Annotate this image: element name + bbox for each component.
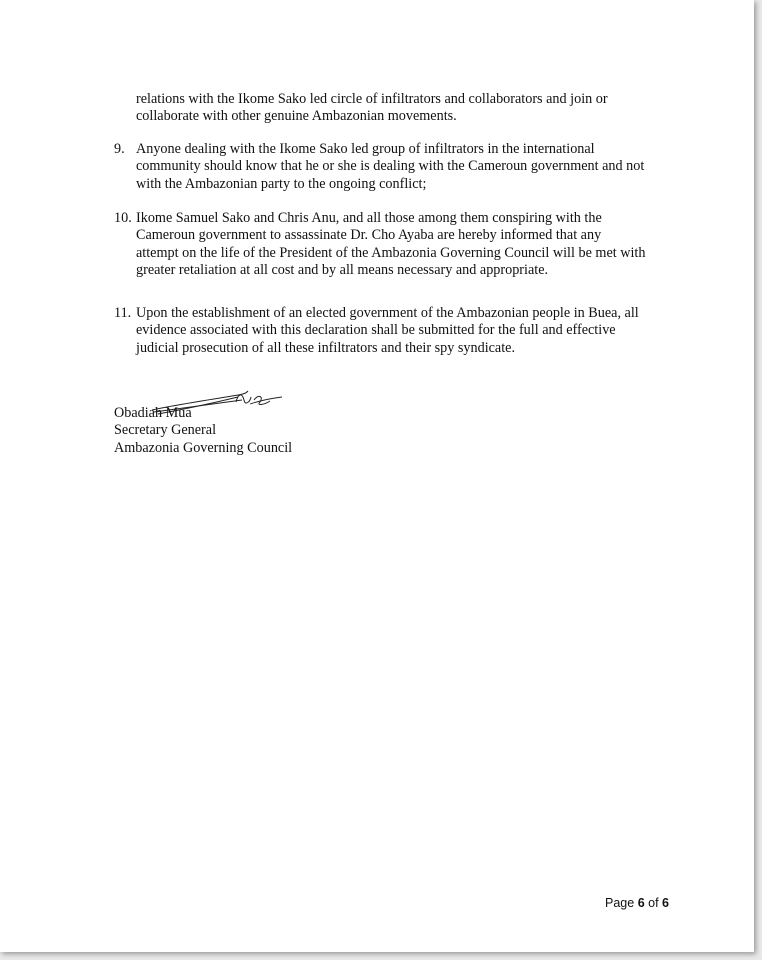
item-line: attempt on the life of the President of the Ambazonia Governing Council will be met with bbox=[136, 244, 646, 261]
item-number: 9. bbox=[114, 141, 125, 157]
signatory-organization: Ambazonia Governing Council bbox=[114, 439, 293, 456]
intro-line: relations with the Ikome Sako led circle of infiltrators and collaborators and join or bbox=[136, 91, 608, 107]
signatory-title: Secretary General bbox=[114, 422, 217, 439]
list-item bbox=[136, 305, 639, 357]
item-line: community should know that he or she is dealing with the Cameroun government and not bbox=[136, 158, 645, 175]
of-label: of bbox=[648, 896, 659, 910]
item-line: Ikome Samuel Sako and Chris Anu, and all those among them conspiring with the bbox=[136, 210, 602, 226]
intro-paragraph bbox=[136, 91, 608, 126]
item-line: Anyone dealing with the Ikome Sako led group of infiltrators in the international bbox=[136, 141, 595, 157]
item-line: judicial prosecution of all these infiltrators and their spy syndicate. bbox=[136, 339, 516, 356]
signature-block bbox=[114, 405, 292, 457]
signatory-name: Obadiah Mua bbox=[114, 405, 192, 421]
total-pages-number: 6 bbox=[662, 896, 669, 910]
item-line: evidence associated with this declaration shall be submitted for the full and effective bbox=[136, 322, 616, 339]
item-number: 10. bbox=[114, 210, 132, 226]
item-line: greater retaliation at all cost and by all means necessary and appropriate. bbox=[136, 262, 549, 279]
item-line: Cameroun government to assassinate Dr. Cho Ayaba are hereby informed that any bbox=[136, 227, 602, 244]
intro-line: collaborate with other genuine Ambazonian movements. bbox=[136, 108, 457, 125]
item-line: with the Ambazonian party to the ongoing conflict; bbox=[136, 175, 427, 192]
item-number: 11. bbox=[114, 305, 132, 321]
current-page-number: 6 bbox=[637, 896, 645, 910]
page-label: Page bbox=[605, 896, 635, 910]
page-footer bbox=[605, 896, 669, 910]
list-item bbox=[136, 141, 644, 193]
list-item bbox=[136, 210, 645, 280]
item-line: Upon the establishment of an elected government of the Ambazonian people in Buea, all bbox=[136, 305, 639, 321]
